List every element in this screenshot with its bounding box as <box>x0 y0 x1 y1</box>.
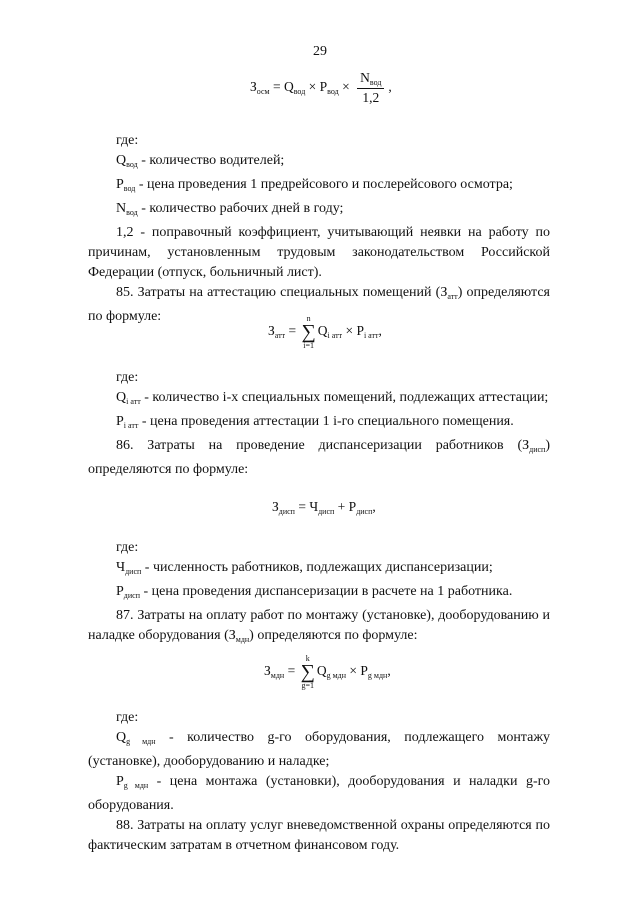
comma: , <box>387 663 391 679</box>
formula-subscript: вод <box>293 87 306 97</box>
definition-line <box>88 582 550 606</box>
summation-upper: k <box>305 654 310 663</box>
paragraph-text: 86. Затраты на проведение диспансеризации работников (З <box>116 438 530 453</box>
formula-subscript: атт <box>447 292 458 301</box>
formula-subscript: i атт <box>327 331 343 341</box>
fraction-denominator: 1,2 <box>362 90 380 105</box>
formula-symbol: Q <box>316 663 327 679</box>
definition-line <box>88 412 550 436</box>
formula-subscript: дисп <box>125 567 142 576</box>
times-sign: × <box>308 79 317 95</box>
plus-sign: + <box>337 499 346 514</box>
definition-line <box>88 728 550 772</box>
formula-subscript: вод <box>327 87 339 97</box>
formula-symbol: P <box>116 177 124 192</box>
times-sign: × <box>349 663 357 679</box>
definition-text: - цена проведения аттестации 1 i-го специального помещения. <box>138 414 514 429</box>
formula-symbol: P <box>116 414 124 429</box>
times-sign: × <box>345 323 354 339</box>
formula-subscript: g мдн <box>123 781 149 790</box>
fraction <box>357 70 384 106</box>
formula-symbol: Q <box>283 79 294 95</box>
formula-symbol: P <box>116 774 124 789</box>
formula-subscript: дисп <box>318 507 335 516</box>
definition-line <box>88 772 550 816</box>
formula-symbol: Q <box>116 153 127 168</box>
formula-subscript: i атт <box>123 421 139 430</box>
formula-symbol: З <box>264 663 271 679</box>
paragraph-text: 85. Затраты на аттестацию специальных помещений (З <box>116 285 448 300</box>
summation-sign: k ∑ g=1 <box>300 654 315 690</box>
formula-symbol: P <box>360 663 368 679</box>
comma: , <box>378 323 382 339</box>
definition-line <box>88 175 550 199</box>
definition-text: - количество i-х специальных помещений, подлежащих аттестации; <box>140 390 549 405</box>
comma: , <box>372 499 376 514</box>
summation-lower: i=1 <box>303 341 314 350</box>
definition-line <box>88 151 550 175</box>
formula-symbol: P <box>348 499 357 514</box>
formula-subscript: мдн <box>270 671 285 681</box>
summation-upper: n <box>306 314 311 323</box>
formula-symbol: P <box>319 79 328 95</box>
formula-subscript: дисп <box>278 507 295 516</box>
formula-subscript: g мдн <box>326 671 346 681</box>
formula-symbol: З <box>250 79 257 95</box>
formula-disp <box>272 499 376 516</box>
page-number: 29 <box>313 44 327 59</box>
formula-subscript: i атт <box>363 331 379 341</box>
formula-symbol: Ч <box>309 499 319 514</box>
equals-sign: = <box>298 499 306 514</box>
formula-symbol: Q <box>116 730 127 745</box>
definition-line <box>88 558 550 582</box>
times-sign: × <box>342 79 350 95</box>
equals-sign: = <box>288 323 297 339</box>
summation-sign: n ∑ i=1 <box>301 314 316 350</box>
formula-symbol: З <box>272 499 279 514</box>
where-label: где: <box>116 710 139 725</box>
formula-symbol: P <box>116 584 124 599</box>
formula-symbol: P <box>356 323 364 339</box>
definition-text: - цена монтажа (установки), дооборудования и наладки g-го оборудования. <box>88 774 550 813</box>
formula-symbol: Ч <box>116 560 126 575</box>
formula-subscript: мдн <box>235 635 250 644</box>
formula-osm <box>250 70 392 106</box>
formula-symbol: N <box>360 70 370 85</box>
formula-symbol: Q <box>317 323 328 339</box>
paragraph-text: ) определяются по формуле: <box>249 628 418 643</box>
formula-symbol: N <box>116 201 127 216</box>
formula-mdn <box>264 654 391 690</box>
paragraph-88: 88. Затраты на оплату услуг вневедомственной охраны определяются по фактическим затратам в отчетном финансовом году. <box>88 818 550 853</box>
definition-text: - цена проведения 1 предрейсового и послерейсового осмотра; <box>135 177 513 192</box>
summation-lower: g=1 <box>301 681 314 690</box>
formula-symbol: Q <box>116 390 127 405</box>
definition-text: - количество водителей; <box>137 153 285 168</box>
definition-text: - количество рабочих дней в году; <box>137 201 344 216</box>
formula-subscript: g мдн <box>367 671 388 681</box>
formula-subscript: атт <box>274 331 286 341</box>
formula-subscript: i атт <box>126 397 141 406</box>
formula-att <box>268 314 382 350</box>
formula-subscript: вод <box>123 184 136 193</box>
section-att <box>88 368 550 480</box>
formula-subscript: дисп <box>529 445 546 454</box>
formula-subscript: вод <box>369 78 382 87</box>
paragraph-87 <box>88 606 550 650</box>
formula-subscript: g мдн <box>126 737 156 746</box>
where-label: где: <box>116 370 139 385</box>
where-label: где: <box>116 133 139 148</box>
formula-subscript: дисп <box>123 591 140 600</box>
equals-sign: = <box>272 79 281 95</box>
formula-symbol: З <box>268 323 275 339</box>
definition-text: - численность работников, подлежащих диспансеризации; <box>141 560 493 575</box>
definition-line <box>88 388 550 412</box>
definition-line <box>88 199 550 223</box>
paragraph-text: ) определяются по формуле: <box>88 285 550 324</box>
equals-sign: = <box>287 663 296 679</box>
formula-subscript: вод <box>126 160 138 169</box>
fraction-numerator <box>357 70 384 89</box>
definition-paragraph: 1,2 - поправочный коэффициент, учитывающий неявки на работу по причинам, установленным трудовым законодательством Российской Федерации (отпуск, больничный лист). <box>88 225 550 280</box>
definition-text: - количество g-го оборудования, подлежащего монтажу (установке), дооборудованию и наладке; <box>88 730 550 769</box>
paragraph-86 <box>88 436 550 480</box>
formula-subscript: осм <box>256 87 270 97</box>
section-disp <box>88 538 550 650</box>
section-mdn <box>88 708 550 856</box>
comma: , <box>388 79 392 95</box>
section-osm <box>88 131 550 327</box>
paragraph-text: 87. Затраты на оплату работ по монтажу (установке), дооборудованию и наладке оборудования (З <box>88 608 550 643</box>
paragraph-text: ) определяются по формуле: <box>88 438 550 477</box>
formula-subscript: дисп <box>356 507 373 516</box>
formula-subscript: вод <box>126 208 138 217</box>
where-label: где: <box>116 540 139 555</box>
definition-text: - цена проведения диспансеризации в расчете на 1 работника. <box>139 584 513 599</box>
